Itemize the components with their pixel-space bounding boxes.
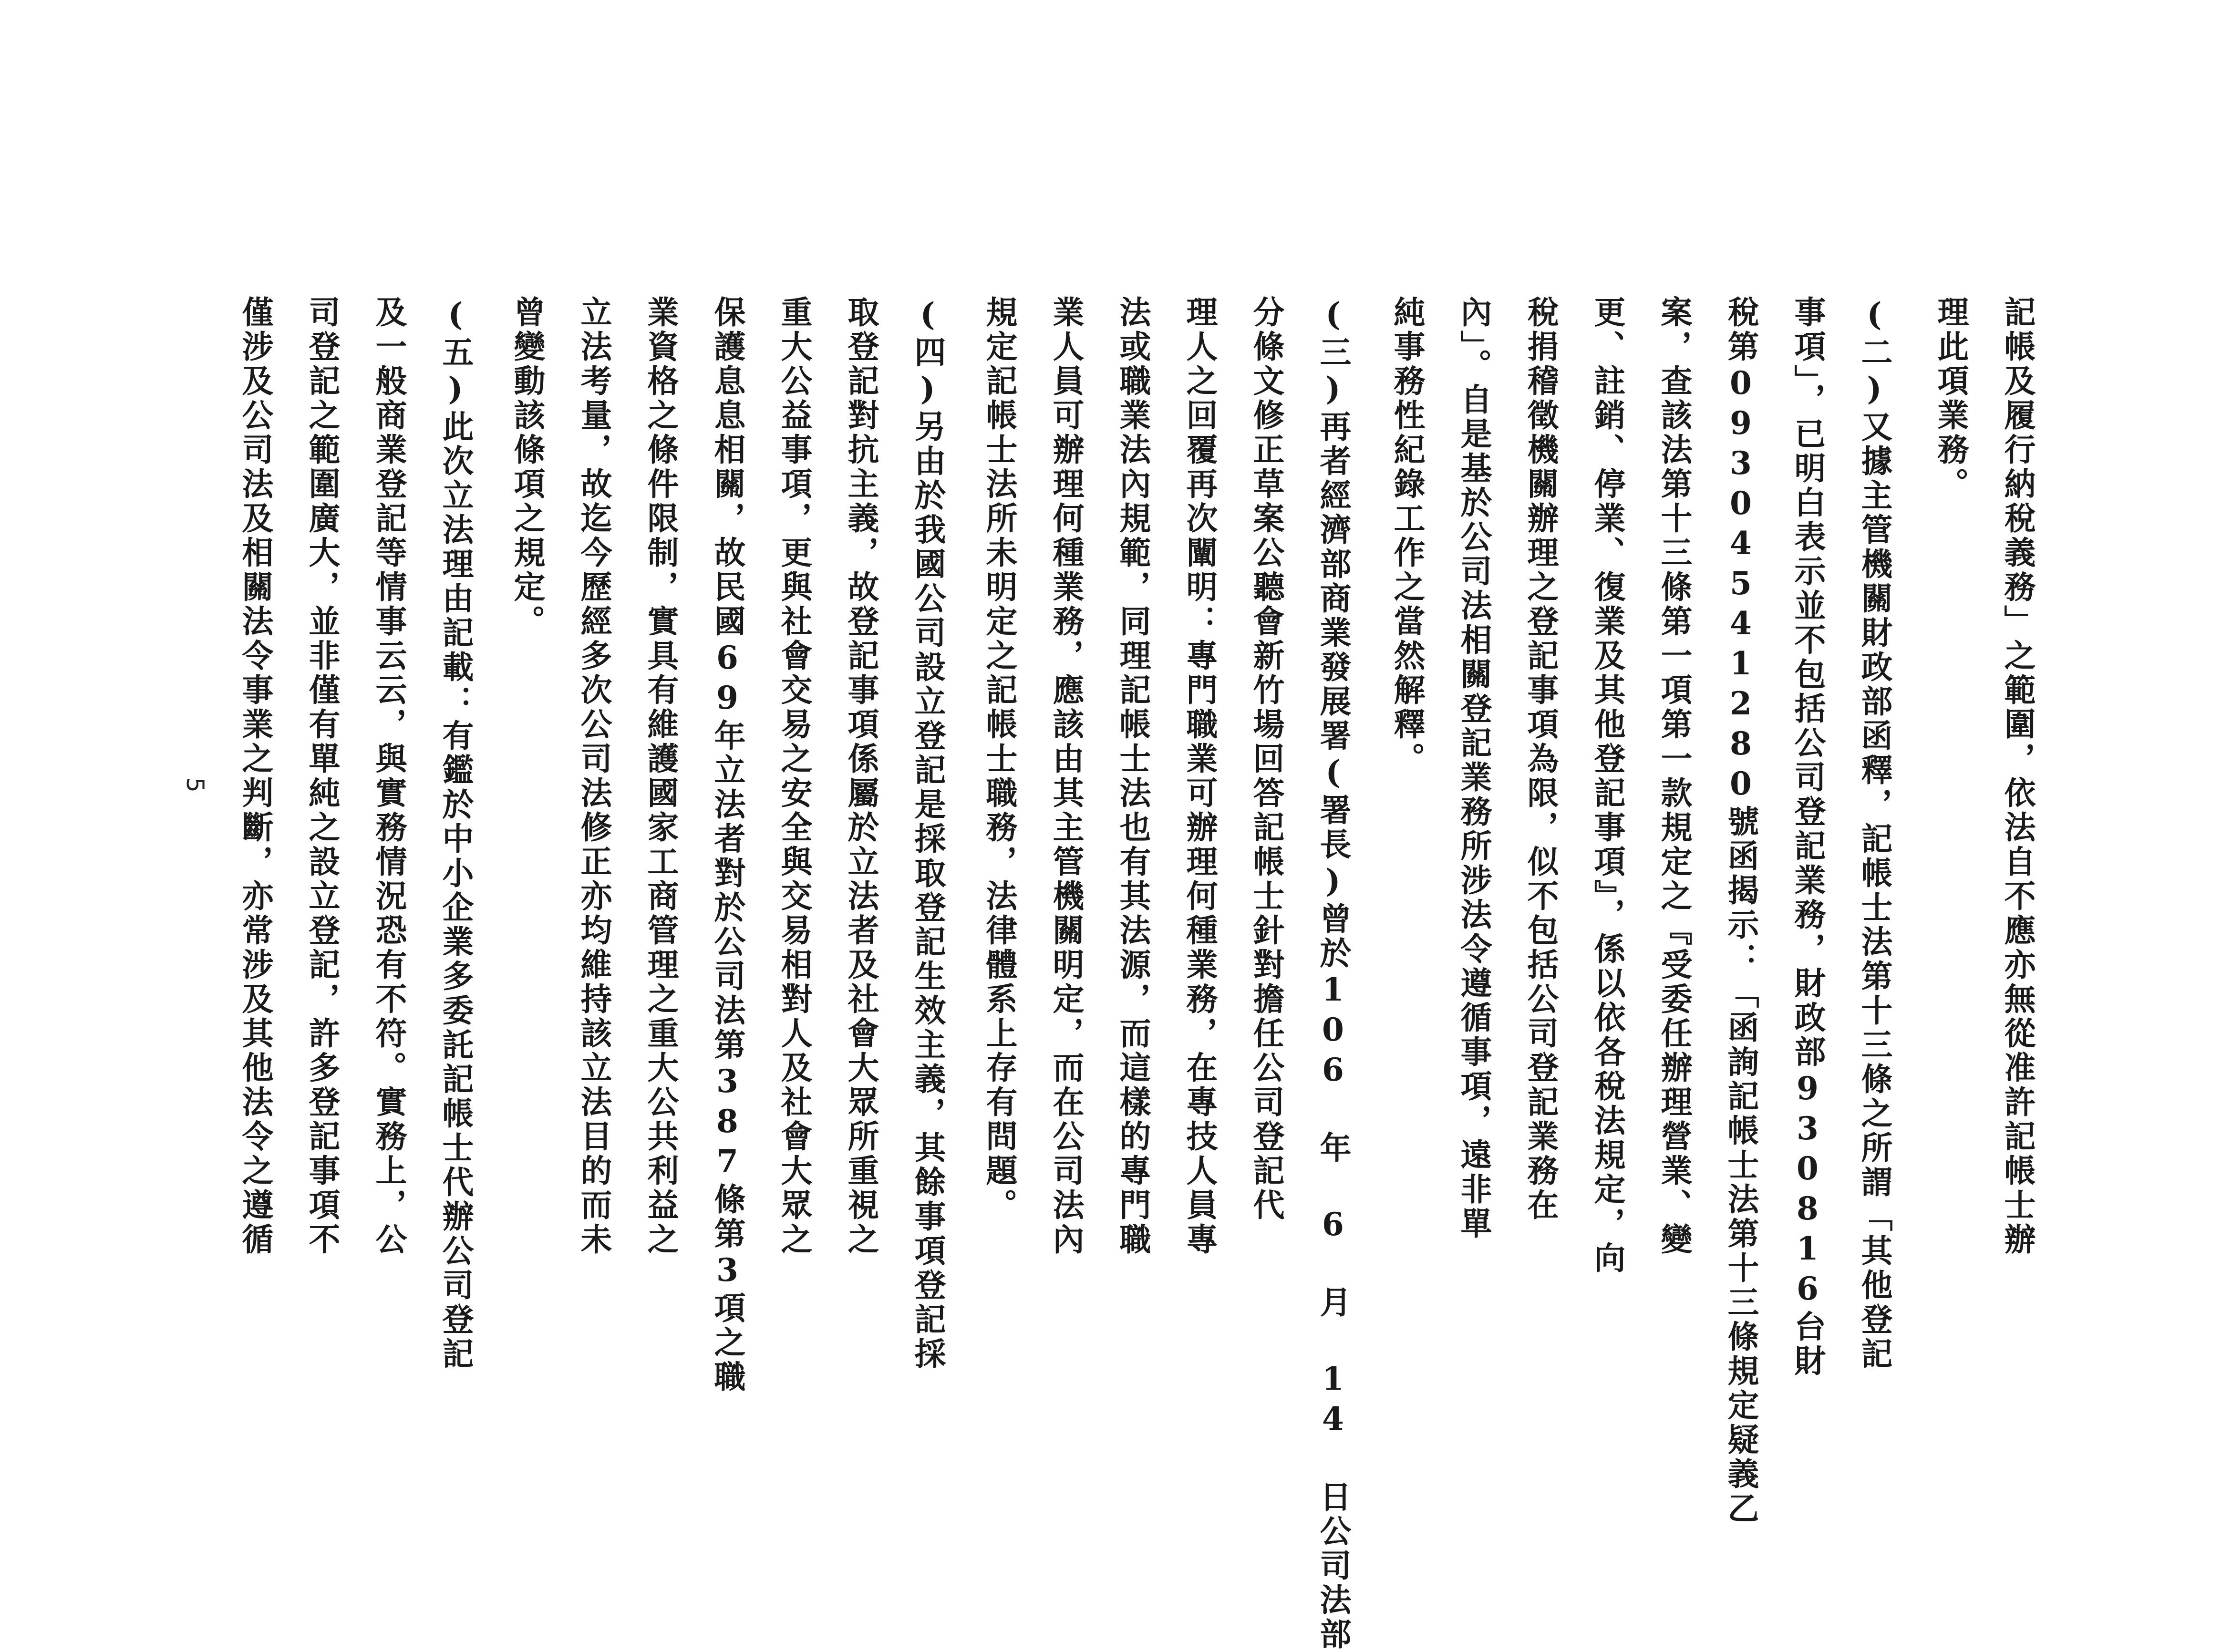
- text-column: 理此項業務。: [1932, 296, 1969, 502]
- text-column: 更、註銷、停業、復業及其他登記事項』，係以依各稅法規定，向: [1589, 296, 1626, 1276]
- text-column: 曾變動該條項之規定。: [508, 296, 546, 639]
- text-column: 業資格之條件限制，實具有維護國家工商管理之重大公共利益之: [642, 296, 679, 1257]
- text-column: 取登記對抗主義，故登記事項係屬於立法者及社會大眾所重視之: [842, 296, 879, 1257]
- text-column: 業人員可辦理何種業務，應該由其主管機關明定，而在公司法內: [1047, 296, 1085, 1257]
- text-column: 案，查該法第十三條第一項第一款規定之『受委任辦理營業、變: [1655, 296, 1693, 1257]
- text-column: 規定記帳士法所未明定之記帳士職務，法律體系上存有問題。: [981, 296, 1018, 1223]
- text-column: 分條文修正草案公聽會新竹場回答記帳士針對擔任公司登記代: [1248, 296, 1285, 1223]
- text-column: 僅涉及公司法及相關法令事業之判斷，亦常涉及其他法令之遵循: [237, 296, 274, 1257]
- section-3-heading-column: (三)再者經濟部商業發展署(署長)曾於106 年 6 月 14 日公司法部: [1314, 296, 1352, 1652]
- text-column: 理人之回覆再次闡明：專門職業可辦理何種業務，在專技人員專: [1181, 296, 1218, 1257]
- text-column: 法或職業法內規範，同理記帳士法也有其法源，而這樣的專門職: [1114, 296, 1151, 1257]
- text-column: 記帳及履行納稅義務」之範圍，依法自不應亦無從准許記帳士辦: [1999, 296, 2036, 1257]
- text-column: 內」。自是基於公司法相關登記業務所涉法令遵循事項，遠非單: [1455, 296, 1492, 1241]
- text-column: 司登記之範圍廣大，並非僅有單純之設立登記，許多登記事項不: [303, 296, 341, 1257]
- section-2-heading-column: (二)又據主管機關財政部函釋，記帳士法第十三條之所謂「其他登記: [1856, 296, 1893, 1372]
- text-column: 立法考量，故迄今歷經多次公司法修正亦均維持該立法目的而未: [575, 296, 612, 1257]
- text-column: 稅第09304541280號函揭示：「函詢記帳士法第十三條規定疑義乙: [1722, 296, 1759, 1526]
- text-column: 保護息息相關，故民國69年立法者對於公司法第387條第3項之職: [709, 296, 746, 1394]
- text-column: 及一般商業登記等情事云云，與實務情況恐有不符。實務上，公: [370, 296, 407, 1257]
- page-number: 5: [181, 777, 209, 793]
- section-5-heading-column: (五)此次立法理由記載：有鑑於中小企業多委託記帳士代辦公司登記: [437, 296, 474, 1372]
- text-column: 稅捐稽徵機關辦理之登記事項為限，似不包括公司登記業務在: [1522, 296, 1559, 1223]
- text-column: 純事務性紀錄工作之當然解釋。: [1388, 296, 1426, 776]
- section-4-heading-column: (四)另由於我國公司設立登記是採取登記生效主義，其餘事項登記採: [909, 296, 946, 1372]
- text-column: 事項」，已明白表示並不包括公司登記業務，財政部930816台財: [1789, 296, 1826, 1379]
- text-column: 重大公益事項，更與社會交易之安全與交易相對人及社會大眾之: [775, 296, 813, 1257]
